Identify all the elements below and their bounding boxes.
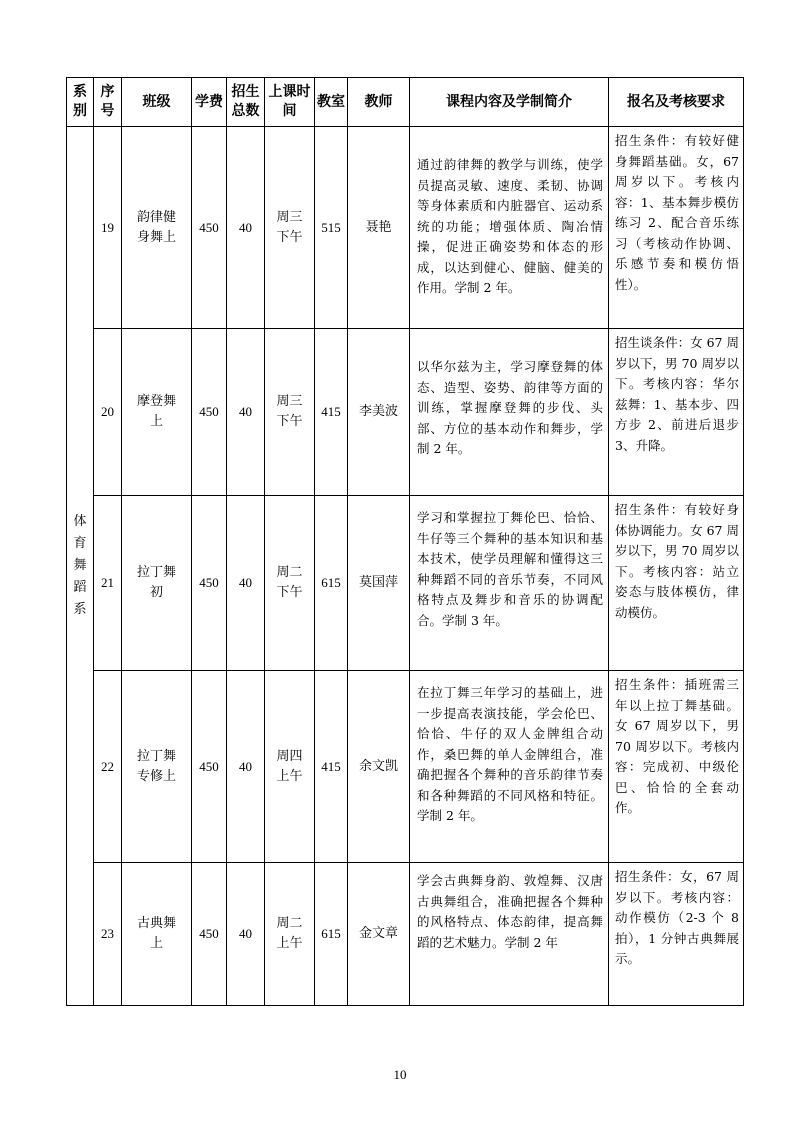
header-time: 上课时间	[265, 78, 315, 127]
quota-cell: 40	[227, 496, 265, 671]
room-cell: 615	[315, 496, 348, 671]
header-room: 教室	[315, 78, 348, 127]
teacher-cell: 余文凯	[348, 671, 410, 863]
header-teacher: 教师	[348, 78, 410, 127]
teacher-cell: 李美波	[348, 329, 410, 496]
table-row	[67, 863, 744, 1006]
department-name: 体育舞蹈系	[73, 514, 87, 617]
seq-cell: 20	[94, 329, 122, 496]
teacher-cell: 金文章	[348, 863, 410, 1006]
room-cell: 415	[315, 329, 348, 496]
header-quota: 招生总数	[227, 78, 265, 127]
seq-cell: 21	[94, 496, 122, 671]
class-cell: 拉丁舞专修上	[122, 671, 192, 863]
seq-cell: 19	[94, 127, 122, 329]
content-cell: 在拉丁舞三年学习的基础上，进一步提高表演技能，学会伦巴、恰恰、牛仔的双人金牌组合动作，桑巴舞的单人金牌组合，准确把握各个舞种的音乐韵律节奏和各种舞蹈的不同风格和特征。学制 2 年。	[410, 671, 609, 863]
table-row	[67, 671, 744, 863]
header-content: 课程内容及学制简介	[410, 78, 609, 127]
requirements-cell: 招生条件：女，67 周岁以下。考核内容：动作模仿（2-3 个 8 拍），1 分钟古典舞展示。	[609, 863, 744, 1006]
fee-cell: 450	[192, 329, 227, 496]
fee-cell: 450	[192, 496, 227, 671]
seq-cell: 22	[94, 671, 122, 863]
content-cell: 学习和掌握拉丁舞伦巴、恰恰、牛仔等三个舞种的基本知识和基本技术，使学员理解和懂得这三种舞蹈不同的音乐节奏，不同风格特点及舞步和音乐的协调配合。学制 3 年。	[410, 496, 609, 671]
teacher-cell: 莫国萍	[348, 496, 410, 671]
room-cell: 615	[315, 863, 348, 1006]
class-cell: 韵律健身舞上	[122, 127, 192, 329]
time-cell: 周三下午	[265, 329, 315, 496]
header-fee: 学费	[192, 78, 227, 127]
requirements-cell: 招生条件：有较好健身舞蹈基础。女，67 周岁以下。考核内容：1、基本舞步模仿练习 2、配合音乐练习（考核动作协调、乐感节奏和模仿悟性）。	[609, 127, 744, 329]
content-cell: 学会古典舞身韵、敦煌舞、汉唐古典舞组合，准确把握各个舞种的风格特点、体态韵律，提高舞蹈的艺术魅力。学制 2 年	[410, 863, 609, 1006]
time-cell: 周二上午	[265, 863, 315, 1006]
header-dept: 系别	[67, 78, 94, 127]
header-row	[67, 78, 744, 127]
time-cell: 周四上午	[265, 671, 315, 863]
header-seq: 序号	[94, 78, 122, 127]
requirements-cell: 招生谈条件：女 67 周岁以下，男 70 周岁以下。考核内容：华尔兹舞：1、基本步、四方步 2、前进后退步 3、升降。	[609, 329, 744, 496]
table-row	[67, 496, 744, 671]
fee-cell: 450	[192, 127, 227, 329]
quota-cell: 40	[227, 329, 265, 496]
class-cell: 摩登舞上	[122, 329, 192, 496]
time-cell: 周三下午	[265, 127, 315, 329]
teacher-cell: 聂艳	[348, 127, 410, 329]
fee-cell: 450	[192, 671, 227, 863]
page-number: 10	[393, 1067, 407, 1082]
class-cell: 古典舞上	[122, 863, 192, 1006]
quota-cell: 40	[227, 671, 265, 863]
quota-cell: 40	[227, 863, 265, 1006]
table-row	[67, 329, 744, 496]
content-cell: 通过韵律舞的教学与训练，使学员提高灵敏、速度、柔韧、协调等身体素质和内脏器官、运动系统的功能；增强体质、陶冶情操，促进正确姿势和体态的形成，以达到健心、健脑、健美的作用。学制 2 年。	[410, 127, 609, 329]
quota-cell: 40	[227, 127, 265, 329]
requirements-cell: 招生条件：有较好身体协调能力。女 67 周岁以下，男 70 周岁以下。考核内容：站立姿态与肢体模仿，律动模仿。	[609, 496, 744, 671]
requirements-cell: 招生条件：插班需三年以上拉丁舞基础。女 67 周岁以下，男 70 周岁以下。考核内容：完成初、中级伦巴、恰恰的全套动作。	[609, 671, 744, 863]
time-cell: 周二下午	[265, 496, 315, 671]
department-cell	[67, 127, 94, 1006]
header-class: 班级	[122, 78, 192, 127]
table-row	[67, 127, 744, 329]
room-cell: 515	[315, 127, 348, 329]
seq-cell: 23	[94, 863, 122, 1006]
fee-cell: 450	[192, 863, 227, 1006]
room-cell: 415	[315, 671, 348, 863]
header-requirements: 报名及考核要求	[609, 78, 744, 127]
course-table	[66, 77, 744, 1006]
class-cell: 拉丁舞初	[122, 496, 192, 671]
content-cell: 以华尔兹为主，学习摩登舞的体态、造型、姿势、韵律等方面的训练，掌握摩登舞的步伐、头部、方位的基本动作和舞步，学制 2 年。	[410, 329, 609, 496]
